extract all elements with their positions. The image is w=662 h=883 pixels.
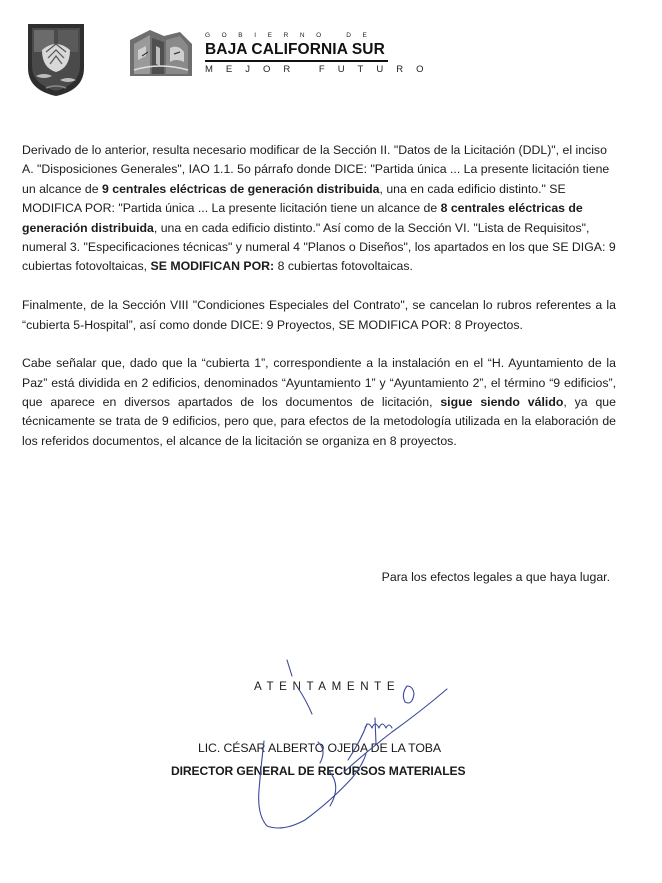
p3-bold-1: sigue siendo válido xyxy=(440,395,564,410)
p1-text-3: , una en cada edificio distinto." Así como de la Sección VI. "Lista de Requisitos", numeral 3. "Especificaciones técnicas" y numeral 4 "Planos o Diseños", los apartados en los que SE DIGA: 9 cubiertas fotovoltaicas, xyxy=(22,220,616,274)
government-wordmark xyxy=(205,31,437,76)
gov-top-label: GOBIERNO DE xyxy=(205,32,379,39)
gov-main-label: BAJA CALIFORNIA SUR xyxy=(205,41,385,58)
closing-line: Para los efectos legales a que haya lugar. xyxy=(381,570,610,584)
state-coat-of-arms-icon xyxy=(22,20,90,98)
signer-name: LIC. CÉSAR ALBERTO OJEDA DE LA TOBA xyxy=(198,741,441,755)
gov-divider xyxy=(205,60,388,62)
p1-text-4: 8 cubiertas fotovoltaicas. xyxy=(274,259,413,274)
p1-bold-2: 8 centrales eléctricas de generación distribuida xyxy=(22,201,583,235)
atentamente-label: ATENTAMENTE xyxy=(254,680,401,693)
signer-title: DIRECTOR GENERAL DE RECURSOS MATERIALES xyxy=(171,764,466,778)
paragraph-1 xyxy=(22,141,616,277)
government-emblem-icon xyxy=(124,26,196,82)
p1-text-2: , una en cada edificio distinto." SE MODIFICA POR: "Partida única ... La presente licitación tiene un alcance de xyxy=(22,181,566,216)
paragraph-2: Finalmente, de la Sección VIII "Condiciones Especiales del Contrato", se cancelan lo rubros referentes a la “cubierta 5-Hospital”, así como donde DICE: 9 Proyectos, SE MODIFICA POR: 8 Proyectos. xyxy=(22,298,616,332)
p3-text-2: , ya que técnicamente se trata de 9 edificios, pero que, para efectos de la metodología utilizada en la elaboración de los referidos documentos, el alcance de la licitación se organiza en 8 proyectos. xyxy=(22,395,616,448)
paragraph-3 xyxy=(22,354,616,451)
gov-sub-label: MEJOR FUTURO xyxy=(205,64,437,75)
p3-text-1: Cabe señalar que, dado que la “cubierta 1”, correspondiente a la instalación en el “H. Ayuntamiento de la Paz” está dividida en 2 edificios, denominados “Ayuntamiento 1” y “Ayuntamiento 2”, el término “9 edificios”, que aparece en diversos apartados de los documentos de licitación, xyxy=(22,356,616,410)
p1-bold-3: SE MODIFICAN POR: xyxy=(150,259,275,274)
p1-bold-1: 9 centrales eléctricas de generación distribuida xyxy=(102,181,380,196)
document-body xyxy=(22,141,616,471)
p1-text-1: Derivado de lo anterior, resulta necesario modificar de la Sección II. "Datos de la Licitación (DDL)", el inciso A. "Disposiciones Generales", IAO 1.1. 5o párrafo donde DICE: "Partida única ... La presente licitación tiene un alcance de xyxy=(22,143,610,196)
